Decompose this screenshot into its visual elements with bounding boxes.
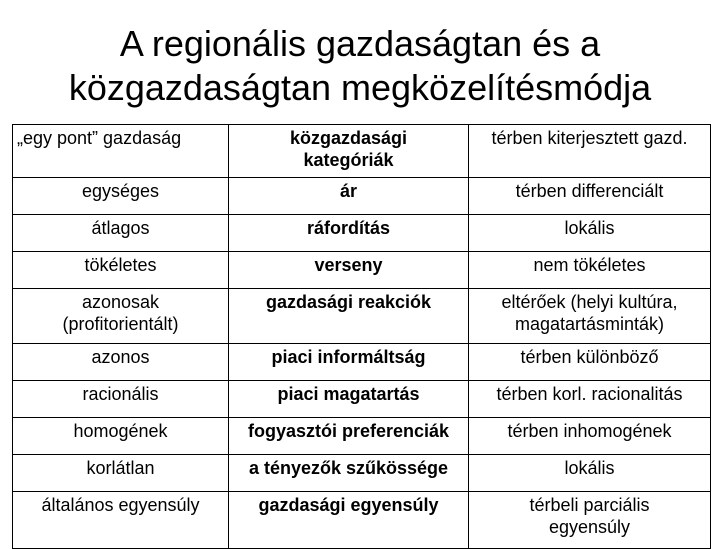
cell-right: térben inhomogének <box>469 418 711 455</box>
cell-category: piaci informáltság <box>229 344 469 381</box>
header-cell-spatial-economy: térben kiterjesztett gazd. <box>469 125 711 178</box>
cell-left: általános egyensúly <box>13 492 229 549</box>
cell-category: gazdasági reakciók <box>229 289 469 344</box>
cell-right: térben korl. racionalitás <box>469 381 711 418</box>
cell-right: térben különböző <box>469 344 711 381</box>
table-row <box>13 381 711 418</box>
slide-title <box>0 22 720 110</box>
cell-right: eltérőek (helyi kultúra, magatartásminták) <box>469 289 711 344</box>
table-row <box>13 252 711 289</box>
cell-right: lokális <box>469 215 711 252</box>
cell-left: homogének <box>13 418 229 455</box>
cell-right: térben differenciált <box>469 178 711 215</box>
table-row <box>13 289 711 344</box>
cell-left: egységes <box>13 178 229 215</box>
header-cell-economic-categories: közgazdasági kategóriák <box>229 125 469 178</box>
slide-title-line-1: A regionális gazdaságtan és a <box>119 23 601 64</box>
cell-left: racionális <box>13 381 229 418</box>
cell-category: ráfordítás <box>229 215 469 252</box>
cell-category: a tényezők szűkössége <box>229 455 469 492</box>
table-row <box>13 178 711 215</box>
table-row <box>13 215 711 252</box>
comparison-table <box>12 124 711 549</box>
cell-left: azonosak (profitorientált) <box>13 289 229 344</box>
table-row <box>13 344 711 381</box>
cell-right: nem tökéletes <box>469 252 711 289</box>
slide-title-line-2: közgazdaságtan megközelítésmódja <box>68 67 652 108</box>
cell-left: azonos <box>13 344 229 381</box>
table-row <box>13 455 711 492</box>
cell-category: ár <box>229 178 469 215</box>
table-row <box>13 418 711 455</box>
cell-left: tökéletes <box>13 252 229 289</box>
cell-category: piaci magatartás <box>229 381 469 418</box>
cell-category: verseny <box>229 252 469 289</box>
cell-left: átlagos <box>13 215 229 252</box>
cell-right: lokális <box>469 455 711 492</box>
cell-category: fogyasztói preferenciák <box>229 418 469 455</box>
header-cell-one-point-economy: „egy pont” gazdaság <box>13 125 229 178</box>
cell-right: térbeli parciális egyensúly <box>469 492 711 549</box>
cell-category: gazdasági egyensúly <box>229 492 469 549</box>
cell-left: korlátlan <box>13 455 229 492</box>
table-header-row <box>13 125 711 178</box>
